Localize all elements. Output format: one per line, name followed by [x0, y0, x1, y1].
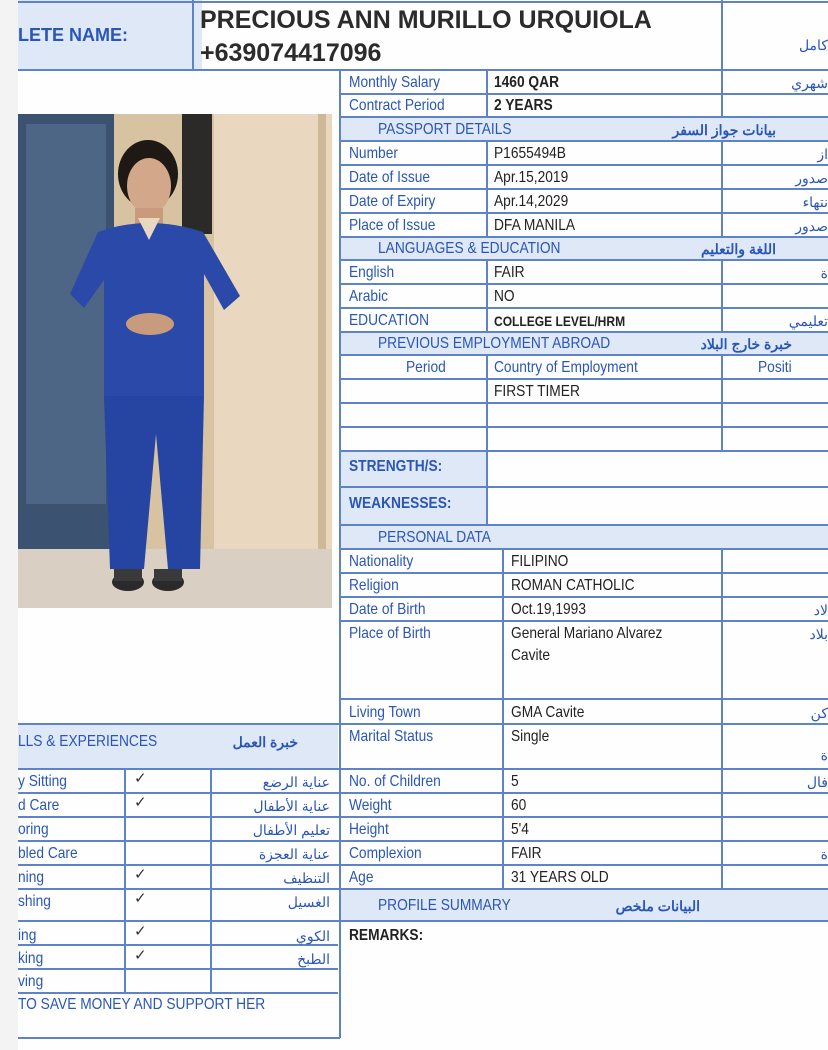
dob-ar: لاد [813, 602, 828, 618]
contract-value: 2 YEARS [494, 97, 553, 114]
religion-value: ROMAN CATHOLIC [511, 577, 635, 594]
arabic-label: Arabic [349, 288, 389, 305]
previous-title-ar: خبرة خارج البلاد [700, 336, 792, 352]
issue-date-label: Date of Issue [349, 169, 431, 186]
marital-ar: ة [820, 747, 828, 763]
living-town-ar: كن [810, 705, 828, 721]
skill-item-en: d Care [18, 797, 60, 814]
applicant-photo [18, 114, 332, 608]
english-label: English [349, 264, 395, 281]
position-column-header: Positi [758, 359, 792, 376]
passport-title: PASSPORT DETAILS [378, 121, 512, 138]
check-icon: ✓ [134, 770, 147, 787]
weight-value: 60 [511, 797, 527, 814]
complexion-value: FAIR [511, 845, 542, 862]
passport-number-value: P1655494B [494, 145, 566, 162]
education-ar: تعليمي [788, 313, 828, 329]
skill-item-en: ing [18, 927, 37, 944]
passport-title-ar: بيانات جواز السفر [672, 122, 776, 138]
skills-title: LLS & EXPERIENCES [18, 733, 158, 750]
passport-number-label: Number [349, 145, 398, 162]
salary-value: 1460 QAR [494, 74, 560, 91]
marital-label: Marital Status [349, 728, 434, 745]
pob-ar: بلاد [809, 626, 828, 642]
skill-item-ar: الطبخ [297, 951, 330, 967]
skill-item-ar: عناية العجزة [258, 846, 330, 862]
height-label: Height [349, 821, 389, 838]
check-icon: ✓ [134, 866, 147, 883]
skill-item-en: oring [18, 821, 49, 838]
salary-label-ar: شهري [791, 75, 828, 91]
dob-value: Oct.19,1993 [511, 601, 586, 618]
skill-item-ar: التنظيف [283, 870, 330, 886]
skill-item-en: ning [18, 869, 45, 886]
expiry-date-value: Apr.14,2029 [494, 193, 569, 210]
skill-item-en: ving [18, 973, 44, 990]
contract-label: Contract Period [349, 97, 445, 114]
children-ar: فال [806, 774, 828, 790]
personal-title: PERSONAL DATA [378, 529, 491, 546]
arabic-value: NO [494, 288, 515, 305]
skills-note: TO SAVE MONEY AND SUPPORT HER [18, 996, 266, 1013]
english-ar: ة [820, 265, 828, 281]
dob-label: Date of Birth [349, 601, 426, 618]
issue-place-value: DFA MANILA [494, 217, 576, 234]
applicant-name: PRECIOUS ANN MURILLO URQUIOLA [200, 6, 652, 34]
skill-item-ar: عناية الأطفال [253, 798, 330, 814]
check-icon: ✓ [134, 794, 147, 811]
check-icon: ✓ [134, 947, 147, 964]
issue-date-ar: صدور [795, 170, 828, 186]
weaknesses-label: WEAKNESSES: [349, 495, 452, 512]
english-value: FAIR [494, 264, 525, 281]
remarks-label: REMARKS: [349, 927, 424, 944]
skill-item-ar: عناية الرضع [262, 774, 330, 790]
period-column-header: Period [406, 359, 446, 376]
skill-item-en: shing [18, 893, 51, 910]
pob-value-line2: Cavite [511, 647, 551, 664]
salary-label: Monthly Salary [349, 74, 441, 91]
languages-title-ar: اللغة والتعليم [700, 241, 776, 257]
issue-place-label: Place of Issue [349, 217, 436, 234]
skill-item-en: y Sitting [18, 773, 67, 790]
profile-title-ar: البيانات ملخص [615, 898, 700, 914]
application-form [18, 0, 828, 1050]
living-town-label: Living Town [349, 704, 421, 721]
nationality-label: Nationality [349, 553, 414, 570]
nationality-value: FILIPINO [511, 553, 569, 570]
complexion-ar: ة [820, 846, 828, 862]
pob-label: Place of Birth [349, 625, 431, 642]
religion-label: Religion [349, 577, 399, 594]
complexion-label: Complexion [349, 845, 422, 862]
living-town-value: GMA Cavite [511, 704, 585, 721]
children-value: 5 [511, 773, 519, 790]
skill-item-ar: تعليم الأطفال [252, 822, 330, 838]
issue-date-value: Apr.15,2019 [494, 169, 569, 186]
pob-value-line1: General Mariano Alvarez [511, 625, 663, 642]
weight-label: Weight [349, 797, 392, 814]
marital-value: Single [511, 728, 550, 745]
name-label-ar: كامل [798, 37, 828, 53]
height-value: 5'4 [511, 821, 529, 838]
expiry-date-label: Date of Expiry [349, 193, 436, 210]
check-icon: ✓ [134, 923, 147, 940]
strengths-label: STRENGTH/S: [349, 458, 443, 475]
name-label: LETE NAME: [18, 25, 128, 45]
age-value: 31 YEARS OLD [511, 869, 609, 886]
issue-place-ar: صدور [795, 218, 828, 234]
skills-title-ar: خبرة العمل [232, 734, 298, 750]
photo-illustration [18, 114, 332, 608]
children-label: No. of Children [349, 773, 441, 790]
previous-country-value: FIRST TIMER [494, 383, 580, 400]
skill-item-en: king [18, 950, 44, 967]
skill-item-ar: الغسيل [287, 894, 330, 910]
education-label: EDUCATION [349, 312, 430, 329]
skill-item-ar: الكوي [295, 928, 330, 944]
age-label: Age [349, 869, 374, 886]
languages-title: LANGUAGES & EDUCATION [378, 240, 561, 257]
applicant-phone: +639074417096 [200, 39, 382, 67]
education-value: COLLEGE LEVEL/HRM [494, 313, 626, 329]
expiry-date-ar: نتهاء [802, 194, 828, 210]
check-icon: ✓ [134, 890, 147, 907]
skill-item-en: bled Care [18, 845, 78, 862]
profile-title: PROFILE SUMMARY [378, 897, 511, 914]
previous-title: PREVIOUS EMPLOYMENT ABROAD [378, 335, 611, 352]
country-column-header: Country of Employment [494, 359, 638, 376]
passport-number-ar: از [817, 146, 828, 162]
